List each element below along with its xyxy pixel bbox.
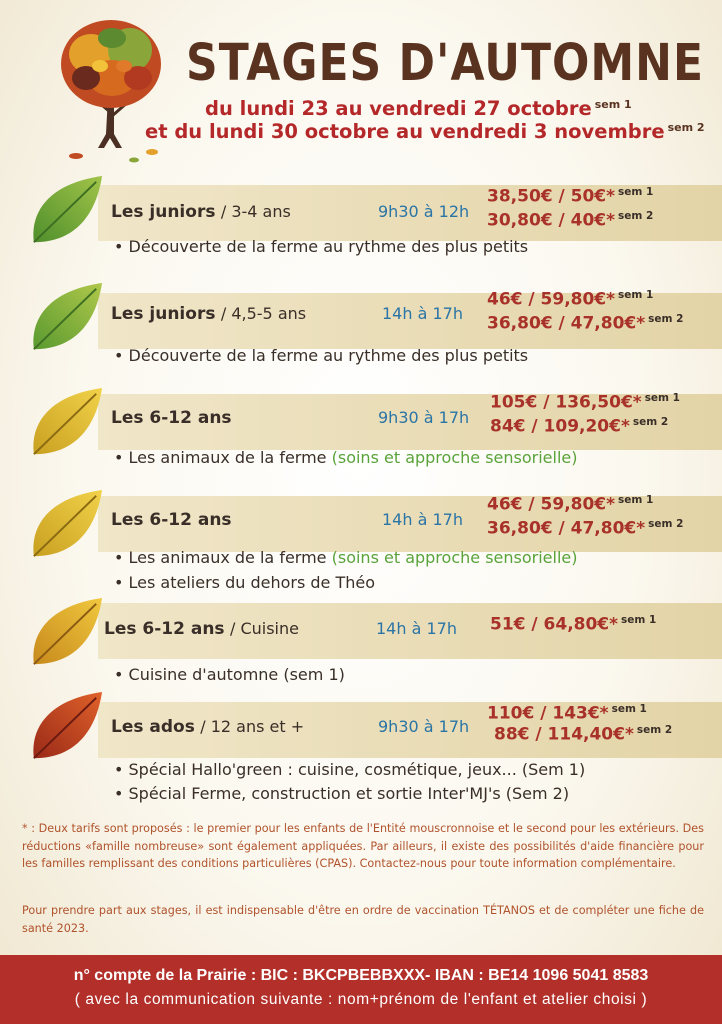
price-sem-1 <box>487 703 647 724</box>
stage-title-name: Les ados <box>111 717 195 737</box>
dates-line-1-text: du lundi 23 au vendredi 27 octobre <box>205 97 592 120</box>
stage-title-name: Les juniors <box>111 304 216 324</box>
price-sem-1-value: 46€ / 59,80€* <box>487 494 616 515</box>
stage-time: 14h à 17h <box>382 304 463 323</box>
price-sem-1-label: sem 1 <box>621 614 657 626</box>
stage-title <box>111 202 291 222</box>
price-sem-1-value: 46€ / 59,80€* <box>487 289 616 310</box>
stage-bullet-highlight: (soins et approche sensorielle) <box>331 548 578 567</box>
dates-line-1 <box>205 97 632 120</box>
autumn-tree-icon <box>56 16 166 166</box>
orange-leaf-icon <box>28 596 106 670</box>
stage-title <box>104 619 299 639</box>
footnote-vaccination: Pour prendre part aux stages, il est indispensable d'être en ordre de vaccination TÉTANOS et de compléter une fiche de santé 2023. <box>22 904 704 935</box>
stage-time: 14h à 17h <box>382 510 463 529</box>
yellow-leaf-icon <box>28 386 106 460</box>
communication-line: ( avec la communication suivante : nom+prénom de l'enfant et atelier choisi ) <box>74 991 648 1008</box>
price-sem-1 <box>487 186 653 207</box>
stage-title-name: Les 6-12 ans <box>104 619 225 639</box>
price-sem-2 <box>487 313 683 334</box>
price-sem-1-label: sem 1 <box>618 494 654 506</box>
price-sem-1 <box>490 392 680 413</box>
stage-subtitle: / 12 ans et + <box>200 717 305 736</box>
price-sem-2-label: sem 2 <box>636 724 673 736</box>
stage-bullet-text: • Découverte de la ferme au rythme des plus petits <box>114 346 529 365</box>
stage-bullet-highlight: (soins et approche sensorielle) <box>331 448 578 467</box>
price-sem-1-label: sem 1 <box>618 289 654 301</box>
price-sem-2 <box>487 518 683 539</box>
stage-bullet <box>114 784 569 803</box>
stage-bullet-text: • Les ateliers du dehors de Théo <box>114 573 376 592</box>
stage-bullet <box>114 760 585 779</box>
price-sem-1-value: 38,50€ / 50€* <box>487 186 616 207</box>
stage-time: 9h30 à 17h <box>378 408 470 427</box>
stage-title <box>111 408 232 428</box>
stage-bullet-text: • Les animaux de la ferme <box>114 448 332 467</box>
price-sem-2-value: 84€ / 109,20€* <box>490 416 630 437</box>
dates-line-1-sem: sem 1 <box>594 97 632 111</box>
price-sem-1 <box>487 494 653 515</box>
stage-bullet <box>114 448 577 467</box>
stage-title-name: Les 6-12 ans <box>111 408 232 428</box>
price-sem-1-value: 51€ / 64,80€* <box>490 614 619 635</box>
stage-time: 9h30 à 17h <box>378 717 470 736</box>
price-sem-1-value: 110€ / 143€* <box>487 703 609 724</box>
stage-time: 9h30 à 12h <box>378 202 470 221</box>
stage-bullet-text: • Spécial Ferme, construction et sortie Inter'MJ's (Sem 2) <box>114 784 570 803</box>
price-sem-2-label: sem 2 <box>618 210 654 222</box>
dates-line-2-text: et du lundi 30 octobre au vendredi 3 novembre <box>145 120 665 143</box>
stage-subtitle: / Cuisine <box>229 619 299 638</box>
stage-title-name: Les 6-12 ans <box>111 510 232 530</box>
price-sem-2-label: sem 2 <box>648 518 684 530</box>
stage-time: 14h à 17h <box>376 619 457 638</box>
page-title: STAGES D'AUTOMNE <box>186 34 705 93</box>
dates-line-2-sem: sem 2 <box>667 120 705 134</box>
price-sem-2-label: sem 2 <box>632 416 669 428</box>
price-sem-2-value: 36,80€ / 47,80€* <box>487 313 646 334</box>
price-sem-1 <box>487 289 653 310</box>
green-leaf-icon <box>28 174 106 248</box>
stage-bullet <box>114 346 528 365</box>
red-leaf-icon <box>28 690 106 764</box>
stage-bullet-text: • Découverte de la ferme au rythme des plus petits <box>114 237 529 256</box>
yellow-leaf-icon <box>28 488 106 562</box>
stage-bullet-text: • Spécial Hallo'green : cuisine, cosmétique, jeux... (Sem 1) <box>114 760 586 779</box>
stage-title <box>111 510 232 530</box>
stage-title <box>111 304 306 324</box>
stage-bullet <box>114 665 345 684</box>
price-sem-1-label: sem 1 <box>611 703 647 715</box>
stage-bullet-text: • Les animaux de la ferme <box>114 548 332 567</box>
price-sem-1-label: sem 1 <box>644 392 680 404</box>
bank-account-line: n° compte de la Prairie : BIC : BKCPBEBBXXX- IBAN : BE14 1096 5041 8583 <box>73 967 649 984</box>
price-sem-2-value: 30,80€ / 40€* <box>487 210 616 231</box>
footnote-pricing: * : Deux tarifs sont proposés : le premier pour les enfants de l'Entité mouscronnoise et le second pour les extérieurs. Des réductions «famille nombreuse» sont également appliquées. Par ailleurs, il existe des possibilités d'aide financière pour les familles remplissant des conditions particulières (CPAS). Contactez-nous pour toute information complémentaire. <box>22 822 704 870</box>
stage-subtitle: / 3-4 ans <box>220 202 291 221</box>
stage-bullet <box>114 237 528 256</box>
stage-title-name: Les juniors <box>111 202 216 222</box>
footer-banner <box>0 955 722 1024</box>
stage-subtitle: / 4,5-5 ans <box>220 304 307 323</box>
stage-bullet <box>114 548 577 567</box>
price-sem-2-value: 88€ / 114,40€* <box>494 724 634 745</box>
price-sem-2 <box>494 724 672 745</box>
price-sem-2 <box>487 210 653 231</box>
price-sem-1-value: 105€ / 136,50€* <box>490 392 642 413</box>
price-sem-1 <box>490 614 656 635</box>
stage-bullet <box>114 573 375 592</box>
price-sem-1-label: sem 1 <box>618 186 654 198</box>
stage-bullet-text: • Cuisine d'automne (sem 1) <box>114 665 345 684</box>
price-sem-2-value: 36,80€ / 47,80€* <box>487 518 646 539</box>
stage-title <box>111 717 304 737</box>
dates-line-2 <box>145 120 705 143</box>
price-sem-2 <box>490 416 668 437</box>
price-sem-2-label: sem 2 <box>648 313 684 325</box>
green-leaf-icon <box>28 281 106 355</box>
